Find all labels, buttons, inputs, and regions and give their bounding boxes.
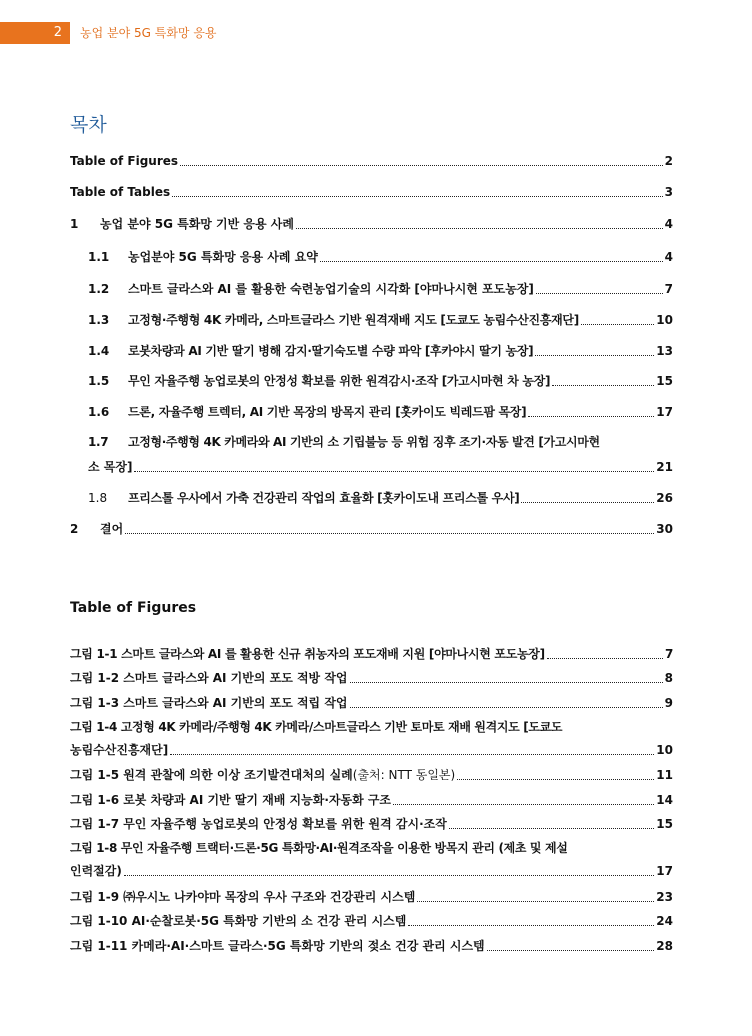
figure-entry[interactable] <box>70 766 673 784</box>
toc-entry-page: 7 <box>664 282 673 296</box>
toc-entry-page: 21 <box>656 460 673 474</box>
figure-entry[interactable] <box>70 815 673 833</box>
toc-entry-text-cont: 소 목장] <box>88 460 133 474</box>
figure-entry[interactable] <box>70 669 673 687</box>
toc-entry-number: 1.6 <box>88 405 110 419</box>
toc-heading: 목차 <box>70 114 107 136</box>
toc-entry-number: 1.7 <box>88 435 109 449</box>
toc-entry-text: Table of Figures <box>70 154 179 168</box>
figure-entry-text: 그림 1-1 스마트 글라스와 AI 를 활용한 신규 취농자의 포도재배 지원 [야마나시현 포도농장] <box>70 647 545 661</box>
figure-entry-text: 그림 1-3 스마트 글라스와 AI 기반의 포도 적립 작업 <box>70 696 348 710</box>
toc-entry-text: 드론, 자율주행 트렉터, AI 기반 목장의 방목지 관리 [홋카이도 빅레드팜 목장] <box>128 405 527 419</box>
toc-entry-text: 프리스톨 우사에서 가축 건강관리 작업의 효율화 [홋카이도내 프리스톨 우사] <box>128 491 520 505</box>
toc-entry-number: 1.2 <box>88 282 110 296</box>
figure-entry-text[interactable]: 그림 1-8 무인 자율주행 트랙터·드론·5G 특화망·AI·원격조작을 이용한 방목지 관리 (제초 및 제설 <box>70 841 568 855</box>
toc-entry-page: 26 <box>656 491 673 505</box>
figure-entry-page: 23 <box>656 890 673 904</box>
toc-entry-text: 결어 <box>100 522 124 536</box>
figure-entry-text-cont: 인력절감) <box>70 864 122 878</box>
figure-entry-page: 14 <box>656 793 673 807</box>
figure-entry-text: 그림 1-7 무인 자율주행 농업로봇의 안정성 확보를 위한 원격 감시·조작 <box>70 817 447 831</box>
figure-entry-page: 10 <box>656 743 673 757</box>
toc-entry-page: 13 <box>656 344 673 358</box>
leader-dots <box>528 416 654 417</box>
figure-entry[interactable] <box>70 645 673 663</box>
figure-entry[interactable] <box>70 912 673 930</box>
leader-dots <box>457 779 654 780</box>
figure-entry-text: 그림 1-9 ㈜우시노 나카야마 목장의 우사 구조와 건강관리 시스템 <box>70 890 416 904</box>
toc-entry[interactable] <box>70 311 673 329</box>
figure-entry-text-cont: 농림수산진흥재단] <box>70 743 169 757</box>
leader-dots <box>536 293 663 294</box>
leader-dots <box>180 165 663 166</box>
toc-entry[interactable] <box>70 372 673 390</box>
toc-entry[interactable] <box>70 152 673 170</box>
leader-dots <box>417 901 654 902</box>
figure-entry[interactable] <box>70 741 673 759</box>
toc-entry-page: 15 <box>656 374 673 388</box>
figure-entry-text: 그림 1-6 로봇 차량과 AI 기반 딸기 재배 지능화·자동화 구조 <box>70 793 392 807</box>
figure-entry[interactable] <box>70 862 673 880</box>
running-title: 농업 분야 5G 특화망 응용 <box>80 26 217 40</box>
toc-entry[interactable] <box>70 215 673 233</box>
leader-dots <box>487 950 655 951</box>
toc-entry[interactable] <box>70 520 673 538</box>
figure-entry-page: 15 <box>656 817 673 831</box>
toc-entry-page: 10 <box>656 313 673 327</box>
leader-dots <box>124 875 654 876</box>
toc-entry[interactable] <box>70 183 673 201</box>
leader-dots <box>320 261 663 262</box>
toc-entry[interactable] <box>70 489 673 507</box>
figure-entry-page: 24 <box>656 914 673 928</box>
figure-entry-text[interactable]: 그림 1-4 고정형 4K 카메라/주행형 4K 카메라/스마트글라스 기반 토마토 재배 원격지도 [도쿄도 <box>70 720 563 734</box>
leader-dots <box>521 502 654 503</box>
toc-entry-number: 1.4 <box>88 344 110 358</box>
leader-dots <box>125 533 654 534</box>
figures-heading: Table of Figures <box>70 600 197 616</box>
toc-entry[interactable] <box>70 280 673 298</box>
page-number: 2 <box>0 22 70 44</box>
toc-entry[interactable] <box>70 458 673 476</box>
toc-entry-text: 농업분야 5G 특화망 응용 사례 요약 <box>128 250 318 264</box>
figure-entry-page: 28 <box>656 939 673 953</box>
toc-entry-text[interactable]: 1.7 고정형·주행형 4K 카메라와 AI 기반의 소 기립불능 등 위험 징후 조기·자동 발견 [가고시마현 <box>70 433 600 451</box>
toc-entry[interactable] <box>70 403 673 421</box>
figure-entry-page: 8 <box>664 671 673 685</box>
toc-entry-page: 30 <box>656 522 673 536</box>
leader-dots <box>535 355 654 356</box>
leader-dots <box>408 925 654 926</box>
toc-entry-number: 1.3 <box>88 313 110 327</box>
toc-entry-page: 17 <box>656 405 673 419</box>
toc-entry-page: 3 <box>664 185 673 199</box>
figure-entry[interactable] <box>70 937 673 955</box>
figure-entry[interactable] <box>70 694 673 712</box>
toc-entry-page: 2 <box>664 154 673 168</box>
toc-entry-number: 1.5 <box>88 374 110 388</box>
leader-dots <box>350 682 663 683</box>
figure-entry-source: (출처: NTT 동일본) <box>352 768 456 782</box>
page-header <box>0 22 752 44</box>
figure-entry-page: 11 <box>656 768 673 782</box>
toc-entry[interactable] <box>70 248 673 266</box>
toc-entry-number: 1.1 <box>88 250 110 264</box>
leader-dots <box>170 754 654 755</box>
leader-dots <box>449 828 654 829</box>
leader-dots <box>172 196 663 197</box>
figure-entry-text: 그림 1-5 원격 관찰에 의한 이상 조기발견대처의 실례 <box>70 768 353 782</box>
toc-entry-number: 1 <box>70 217 79 231</box>
toc-entry-number: 2 <box>70 522 79 536</box>
figure-entry[interactable] <box>70 791 673 809</box>
toc-entry-text: Table of Tables <box>70 185 171 199</box>
toc-entry-text: 무인 자율주행 농업로봇의 안정성 확보를 위한 원격감시·조작 [가고시마현 차 농장] <box>128 374 551 388</box>
figure-entry-page: 7 <box>664 647 673 661</box>
toc-entry-number: 1.8 <box>88 491 108 505</box>
toc-entry-page: 4 <box>664 250 673 264</box>
toc-entry-text: 고정형·주행형 4K 카메라, 스마트글라스 기반 원격재배 지도 [도쿄도 농림수산진흥재단] <box>128 313 579 327</box>
leader-dots <box>581 324 654 325</box>
toc-entry-text: 로봇차량과 AI 기반 딸기 병해 감지·딸기숙도별 수량 파악 [후카야시 딸기 농장] <box>128 344 534 358</box>
figure-entry-page: 17 <box>656 864 673 878</box>
leader-dots <box>296 228 663 229</box>
figure-entry-text: 그림 1-2 스마트 글라스와 AI 기반의 포도 적방 작업 <box>70 671 348 685</box>
toc-entry-text: 스마트 글라스와 AI 를 활용한 숙련농업기술의 시각화 [야마나시현 포도농장] <box>128 282 534 296</box>
leader-dots <box>552 385 654 386</box>
leader-dots <box>134 471 654 472</box>
figure-entry-page: 9 <box>664 696 673 710</box>
toc-entry[interactable] <box>70 342 673 360</box>
toc-entry-page: 4 <box>664 217 673 231</box>
leader-dots <box>393 804 654 805</box>
leader-dots <box>547 658 663 659</box>
leader-dots <box>350 707 663 708</box>
figure-entry-text: 그림 1-10 AI·순찰로봇·5G 특화망 기반의 소 건강 관리 시스템 <box>70 914 407 928</box>
figure-entry[interactable] <box>70 888 673 906</box>
toc-entry-text: 농업 분야 5G 특화망 기반 응용 사례 <box>100 217 294 231</box>
figure-entry-text: 그림 1-11 카메라·AI·스마트 글라스·5G 특화망 기반의 젖소 건강 관리 시스템 <box>70 939 485 953</box>
